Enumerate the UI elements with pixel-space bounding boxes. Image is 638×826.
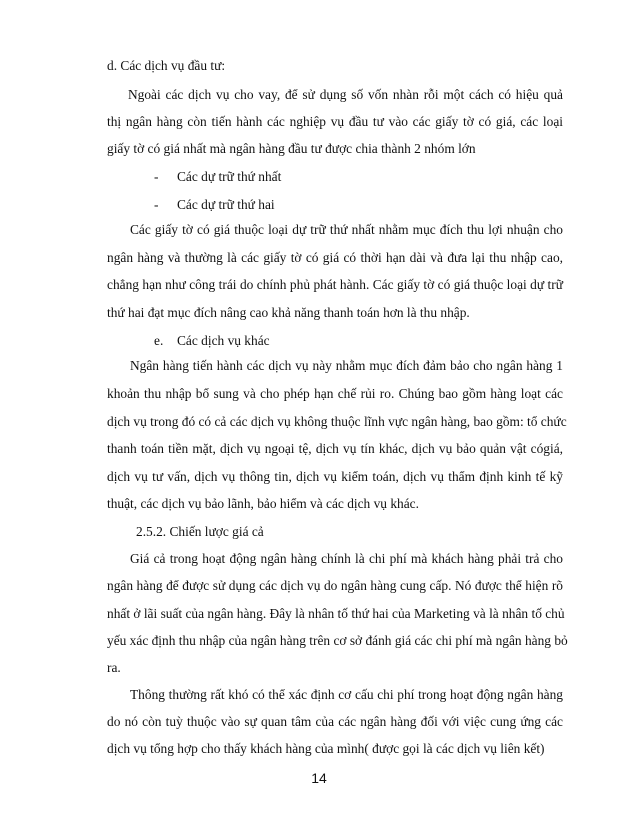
dash-marker: - (154, 197, 159, 212)
section-e-title: Các dịch vụ khác (177, 333, 270, 348)
paragraph-line: giấy tờ có giá nhất mà ngân hàng đầu tư được chia thành 2 nhóm lớn (107, 141, 476, 156)
section-252-heading: 2.5.2. Chiến lược giá cả (136, 524, 264, 539)
paragraph-line: nhất ở lãi suất của ngân hàng. Đây là nhân tố thứ hai của Marketing và là nhân tố chủ (107, 606, 565, 621)
paragraph-line: Giá cả trong hoạt động ngân hàng chính là chi phí mà khách hàng phải trả cho (130, 551, 563, 566)
paragraph-line: thị ngân hàng còn tiến hành các nghiệp vụ đầu tư vào các giấy tờ có giá, các loại (107, 114, 563, 129)
paragraph-line: thứ hai đạt mục đích nâng cao khả năng thanh toán hơn là thu nhập. (107, 305, 470, 320)
paragraph-line: thanh toán tiền mặt, dịch vụ ngoại tệ, dịch vụ tín khác, dịch vụ bảo quản vật cógiá, (107, 441, 563, 456)
paragraph-line: yếu xác định thu nhập của ngân hàng trên cơ sở đánh giá các chi phí mà ngân hàng bỏ (107, 633, 568, 648)
paragraph-line: ngân hàng và thường là các giấy tờ có giá có thời hạn dài và đưa lại thu nhập cao, (107, 250, 563, 265)
paragraph-line: thuật, các dịch vụ bảo lãnh, bảo hiểm và các dịch vụ khác. (107, 496, 419, 511)
dash-marker: - (154, 169, 159, 184)
paragraph-line: khoản thu nhập bổ sung và cho phép hạn chế rủi ro. Chúng bao gồm hàng loạt các (107, 386, 563, 401)
paragraph-line: ra. (107, 660, 121, 675)
paragraph-line: ngân hàng để được sử dụng các dịch vụ do ngân hàng cung cấp. Nó được thể hiện rõ (107, 578, 563, 593)
paragraph-line: dịch vụ tư vấn, dịch vụ thông tin, dịch vụ kiểm toán, dịch vụ thẩm định kinh tế kỹ (107, 469, 563, 484)
paragraph-line: Các giấy tờ có giá thuộc loại dự trữ thứ nhất nhằm mục đích thu lợi nhuận cho (130, 222, 563, 237)
paragraph-line: do nó còn tuỳ thuộc vào sự quan tâm của các ngân hàng đối với việc cung ứng các (107, 714, 563, 729)
bullet-text: Các dự trữ thứ hai (177, 197, 275, 212)
bullet-text: Các dự trữ thứ nhất (177, 169, 282, 184)
paragraph-line: chẳng hạn như công trái do chính phủ phát hành. Các giấy tờ có giá thuộc loại dự trữ (107, 277, 563, 292)
page-number: 14 (311, 770, 327, 786)
paragraph-line: Thông thường rất khó có thể xác định cơ cấu chi phí trong hoạt động ngân hàng (130, 687, 563, 702)
paragraph-line: dịch vụ tổng hợp cho thấy khách hàng của mình( được gọi là các dịch vụ liên kết) (107, 741, 545, 756)
paragraph-line: Ngân hàng tiến hành các dịch vụ này nhằm mục đích đảm bảo cho ngân hàng 1 (130, 358, 563, 373)
section-d-heading: d. Các dịch vụ đầu tư: (107, 58, 226, 73)
section-e-label: e. (154, 333, 164, 348)
paragraph-line: dịch vụ trong đó có cả các dịch vụ không thuộc lĩnh vực ngân hàng, bao gồm: tổ chức (107, 414, 567, 429)
paragraph-line: Ngoài các dịch vụ cho vay, để sử dụng số vốn nhàn rỗi một cách có hiệu quả (128, 87, 563, 102)
